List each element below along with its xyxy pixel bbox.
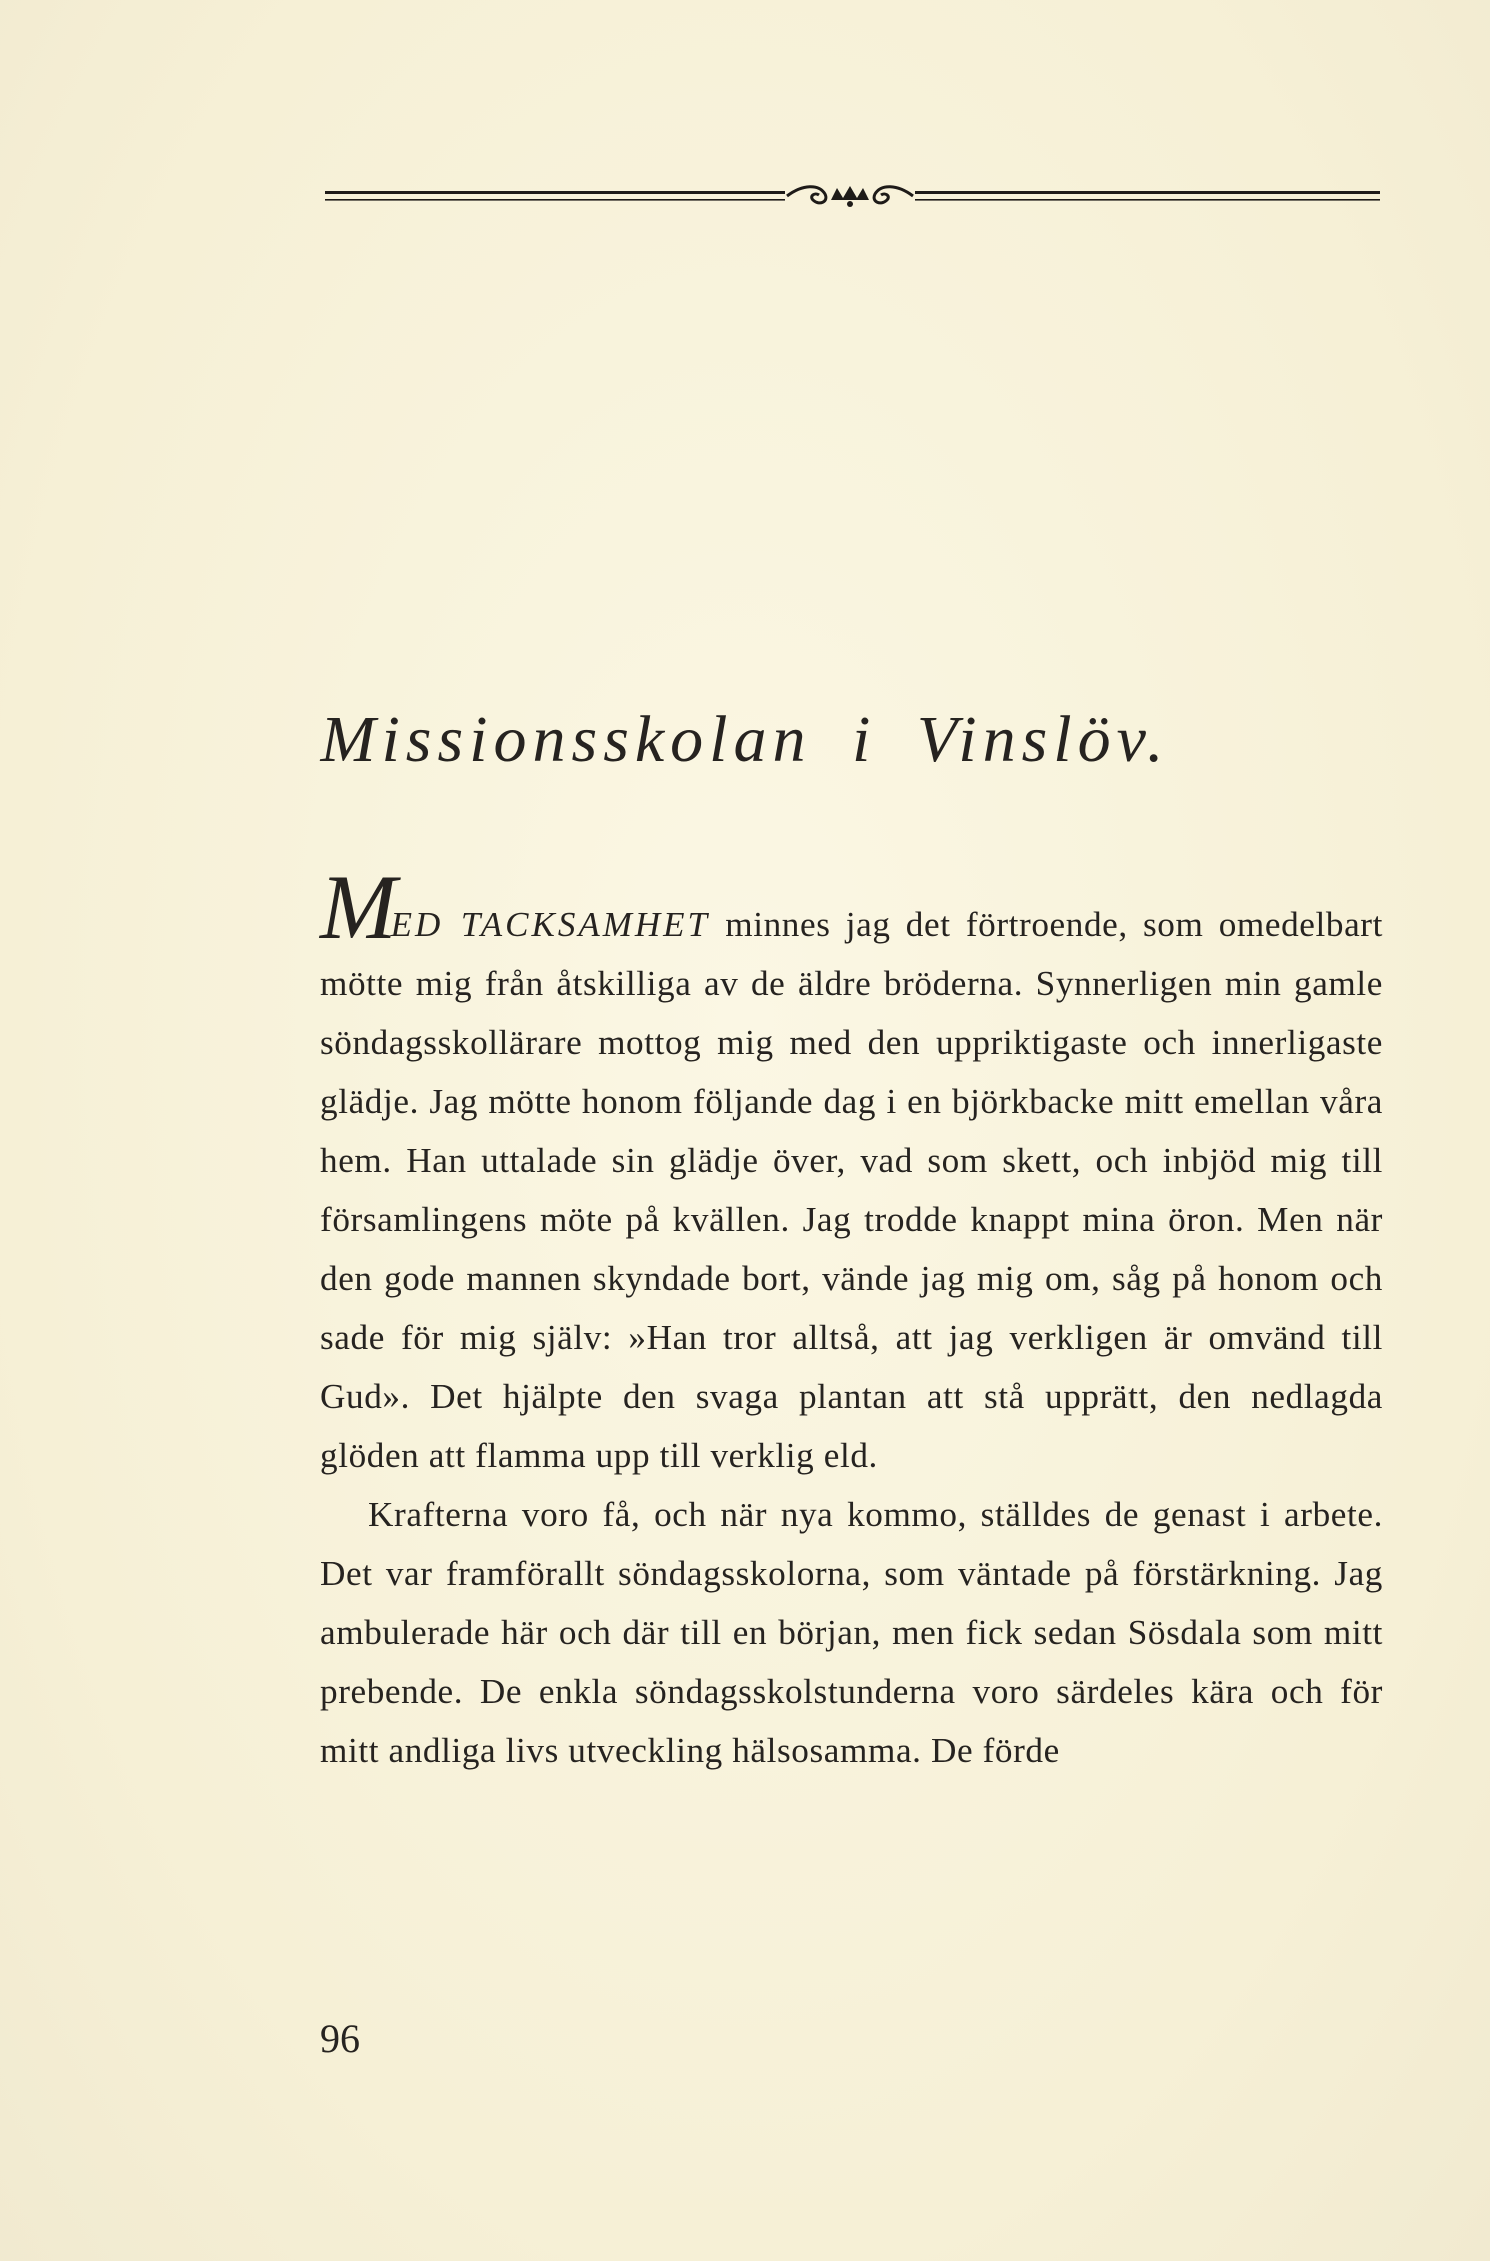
- first-paragraph: [320, 856, 1384, 1485]
- page-number: 96: [320, 2016, 360, 2061]
- first-paragraph-text: minnes jag det förtroende, som omedelbart mötte mig från åtskilliga av de äldre bröderna. Synnerligen min gamle söndagsskollärare mottog mig med den uppriktigaste och innerligaste glädje. Jag mötte honom följande dag i en björkbacke mitt emellan våra hem. Han uttalade sin glädje över, vad som skett, och inbjöd mig till församlingens möte på kvällen. Jag trodde knappt mina öron. Men när den gode mannen skyndade bort, vände jag mig om, såg på honom och sade för mig själv: »Han tror alltså, att jag verkligen är omvänd till Gud». Det hjälpte den svaga plantan att stå upprätt, den nedlagda glöden att flamma upp till verklig eld.: [320, 905, 1384, 1475]
- chapter-title: Missionsskolan i Vinslöv.: [320, 703, 1170, 776]
- ornamental-rule-icon: [325, 180, 1380, 212]
- drop-cap: M: [320, 856, 391, 958]
- lead-in: ED TACKSAMHET: [390, 905, 710, 944]
- second-paragraph: Krafterna voro få, och när nya kommo, ställdes de genast i arbete. Det var framförallt söndagsskolorna, som väntade på förstärkning. Jag ambulerade här och där till en början, men fick sedan Sösdala som mitt prebende. De enkla söndagsskolstunderna voro särdeles kära och för mitt andliga livs utveckling hälsosamma. De förde: [320, 1495, 1383, 1770]
- body-text: [320, 856, 1384, 1780]
